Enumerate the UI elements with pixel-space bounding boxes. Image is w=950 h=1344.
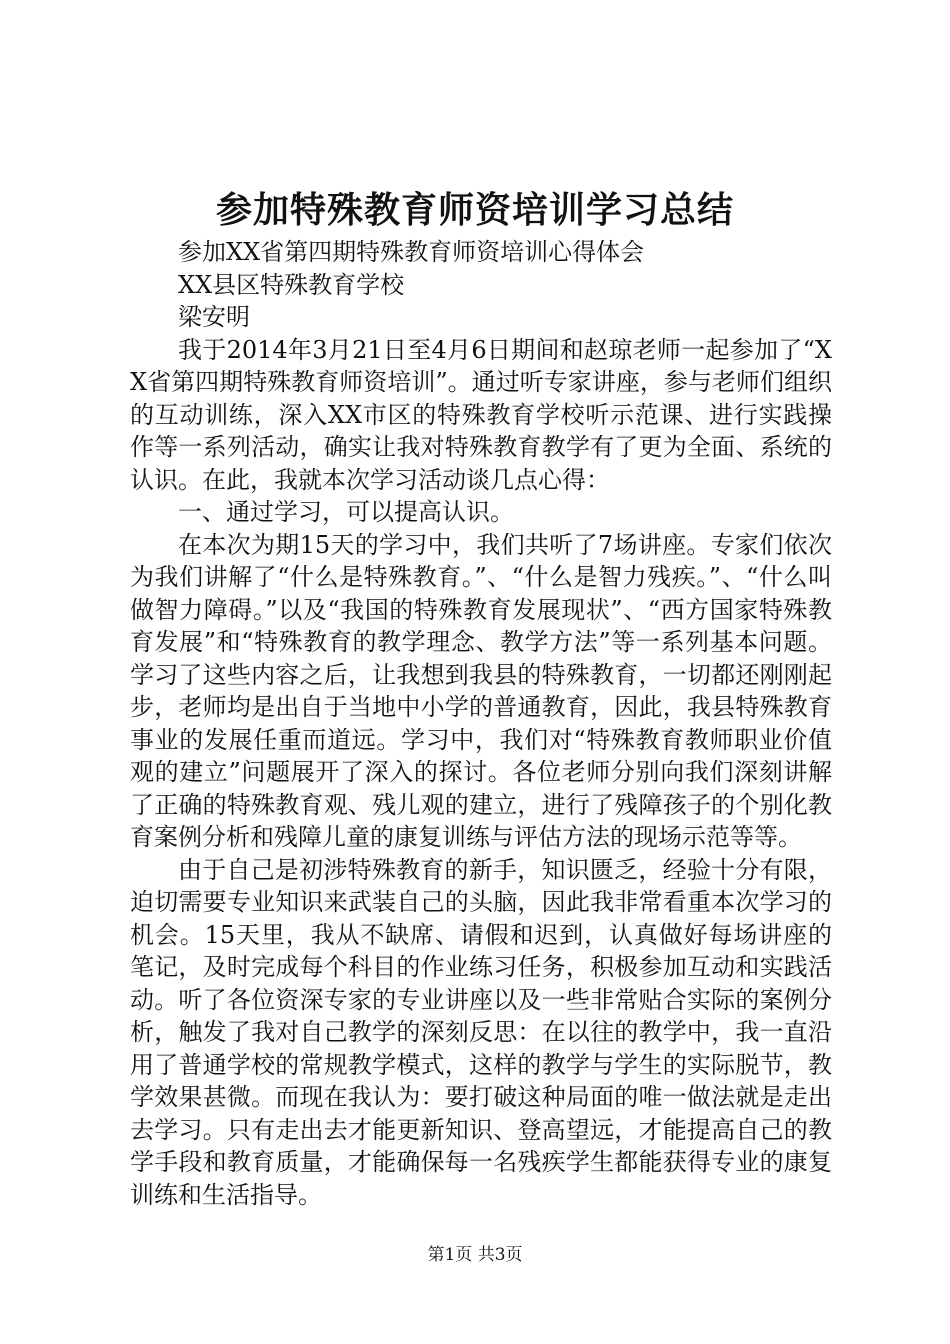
subtitle-paragraph: 参加XX省第四期特殊教育师资培训心得体会 [178, 238, 645, 266]
document-title: 参加特殊教育师资培训学习总结 [215, 189, 734, 231]
body-paragraph: 由于自己是初涉特殊教育的新手，知识匮乏，经验十分有限，迫切需要专业知识来武装自己的头脑，因此我非常看重本次学习的机会。15天里，我从不缺席、请假和迟到，认真做好每场讲座的笔记，及时完成每个科目的作业练习任务，积极参加互动和实践活动。听了各位资深专家的专业讲座以及一些非常贴合实际的案例分析，触发了我对自己教学的深刻反思：在以往的教学中，我一直沿用了普通学校的常规教学模式，这样的教学与学生的实际脱节，教学效果甚微。而现在我认为：要打破这种局面的唯一做法就是走出去学习。只有走出去才能更新知识、登高望远，才能提高自己的教学手段和教育质量，才能确保每一名残疾学生都能获得专业的康复训练和生活指导。 [130, 855, 832, 1209]
author-paragraph: 梁安明 [178, 303, 250, 331]
document-body [130, 236, 832, 1211]
intro-paragraph: 我于2014年3月21日至4月6日期间和赵琼老师一起参加了“XX省第四期特殊教育师资培训”。通过听专家讲座，参与老师们组织的互动训练，深入XX市区的特殊教育学校听示范课、进行实践操作等一系列活动，确实让我对特殊教育教学有了更为全面、系统的认识。在此，我就本次学习活动谈几点心得： [130, 335, 832, 494]
school-paragraph: XX县区特殊教育学校 [178, 270, 405, 299]
section-heading: 一、通过学习，可以提高认识。 [178, 498, 514, 526]
page-number: 第1页 共3页 [427, 1245, 523, 1265]
body-paragraph: 在本次为期15天的学习中，我们共听了7场讲座。专家们依次为我们讲解了“什么是特殊教育。”、“什么是智力残疾。”、“什么叫做智力障碍。”以及“我国的特殊教育发展现状”、“西方国家特殊教育发展”和“特殊教育的教学理念、教学方法”等一系列基本问题。学习了这些内容之后，让我想到我县的特殊教育，一切都还刚刚起步，老师均是出自于当地中小学的普通教育，因此，我县特殊教育事业的发展任重而道远。学习中，我们对“特殊教育教师职业价值观的建立”问题展开了深入的探讨。各位老师分别向我们深刻讲解了正确的特殊教育观、残儿观的建立，进行了残障孩子的个别化教育案例分析和残障儿童的康复训练与评估方法的现场示范等等。 [130, 530, 832, 851]
